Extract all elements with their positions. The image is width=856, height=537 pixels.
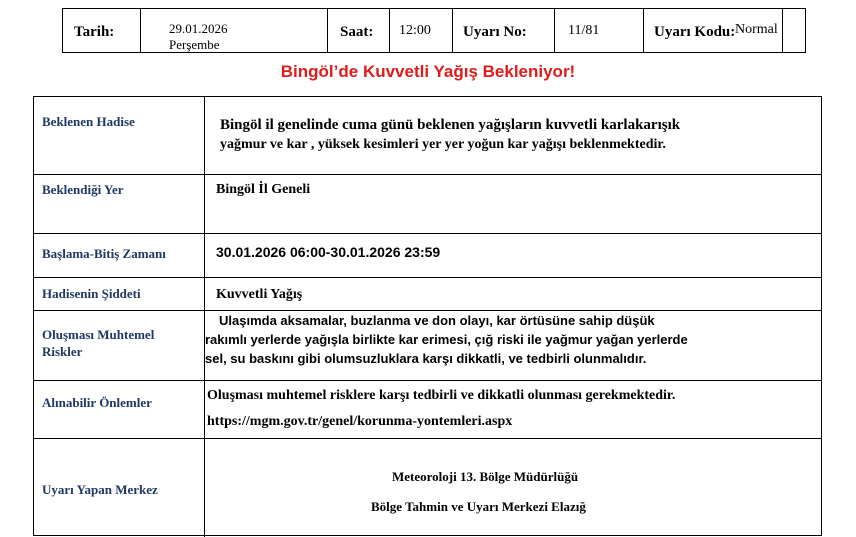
label-cell [34, 97, 205, 174]
warning-code-value: Normal [735, 22, 778, 37]
expected-event-text-2: yağmur ve kar , yüksek kesimleri yer yer yoğun kar yağışı beklenmektedir. [220, 137, 666, 152]
label-cell [34, 311, 205, 380]
warning-title: Bingöl’de Kuvvetli Yağış Bekleniyor! [280, 62, 576, 81]
warning-code-label: Uyarı Kodu: [654, 24, 736, 40]
warning-no-label-cell [453, 9, 555, 52]
label-cell [34, 175, 205, 233]
time-value-cell [390, 9, 453, 52]
date-value-cell [141, 9, 328, 52]
row-issuing-center [34, 439, 821, 537]
expected-event-label: Beklenen Hadise [42, 114, 135, 129]
row-severity [34, 278, 821, 311]
label-cell [34, 381, 205, 438]
time-label: Saat: [340, 24, 374, 40]
measures-link[interactable]: https://mgm.gov.tr/genel/korunma-yontemleri.aspx [207, 414, 513, 429]
value-cell [205, 175, 821, 233]
severity-value: Kuvvetli Yağış [216, 287, 303, 302]
value-cell [205, 311, 821, 380]
date-label-cell [63, 9, 141, 52]
warning-no-label: Uyarı No: [463, 24, 527, 40]
possible-risks-text-1: Ulaşımda aksamalar, buzlanma ve don olayı, kar örtüsüne sahip düşük [219, 313, 655, 328]
time-label-cell [328, 9, 390, 52]
warning-header [62, 8, 806, 53]
time-value: 12:00 [399, 23, 431, 38]
value-cell [205, 234, 821, 277]
label-cell [34, 234, 205, 277]
value-cell [205, 439, 821, 537]
possible-risks-text-3: sel, su baskını gibi olumsuzluklara karşı dikkatli, ve tedbirli olunmalıdır. [205, 351, 647, 366]
warning-no-value-cell [555, 9, 644, 52]
value-cell [205, 381, 821, 438]
warning-details-table [33, 96, 822, 536]
measures-label: Alınabilir Önlemler [42, 395, 152, 410]
possible-risks-text-2: rakımlı yerlerde yağışla birlikte kar erimesi, çığ riski ile yağmur yağan yerlerde [205, 332, 688, 347]
issuing-center-line-1: Meteoroloji 13. Bölge Müdürlüğü [392, 469, 579, 484]
possible-risks-label-1: Oluşması Muhtemel [42, 327, 155, 342]
label-cell [34, 439, 205, 537]
day-value: Perşembe [169, 37, 220, 52]
issuing-center-line-2: Bölge Tahmin ve Uyarı Merkezi Elazığ [371, 499, 586, 514]
expected-location-value: Bingöl İl Geneli [216, 182, 311, 197]
label-cell [34, 278, 205, 310]
date-label: Tarih: [74, 24, 115, 40]
expected-location-label: Beklendiği Yer [42, 182, 124, 197]
start-end-time-label: Başlama-Bitiş Zamanı [42, 246, 166, 261]
value-cell [205, 278, 821, 310]
warning-no-value: 11/81 [568, 23, 600, 38]
issuing-center-label: Uyarı Yapan Merkez [42, 482, 158, 497]
start-end-time-value: 30.01.2026 06:00-30.01.2026 23:59 [216, 244, 441, 260]
warning-code-value-cell [735, 9, 805, 52]
measures-text: Oluşması muhtemel risklere karşı tedbirli ve dikkatli olunması gerekmektedir. [207, 388, 676, 403]
row-start-end-time [34, 234, 821, 278]
value-cell [205, 97, 821, 174]
possible-risks-label-2: Riskler [42, 344, 83, 359]
row-expected-location [34, 175, 821, 234]
date-value: 29.01.2026 [169, 21, 228, 36]
severity-label: Hadisenin Şiddeti [42, 286, 141, 301]
row-measures [34, 381, 821, 439]
row-possible-risks [34, 311, 821, 381]
row-expected-event [34, 97, 821, 175]
expected-event-text-1: Bingöl il genelinde cuma günü beklenen yağışların kuvvetli karlakarışık [220, 117, 681, 133]
